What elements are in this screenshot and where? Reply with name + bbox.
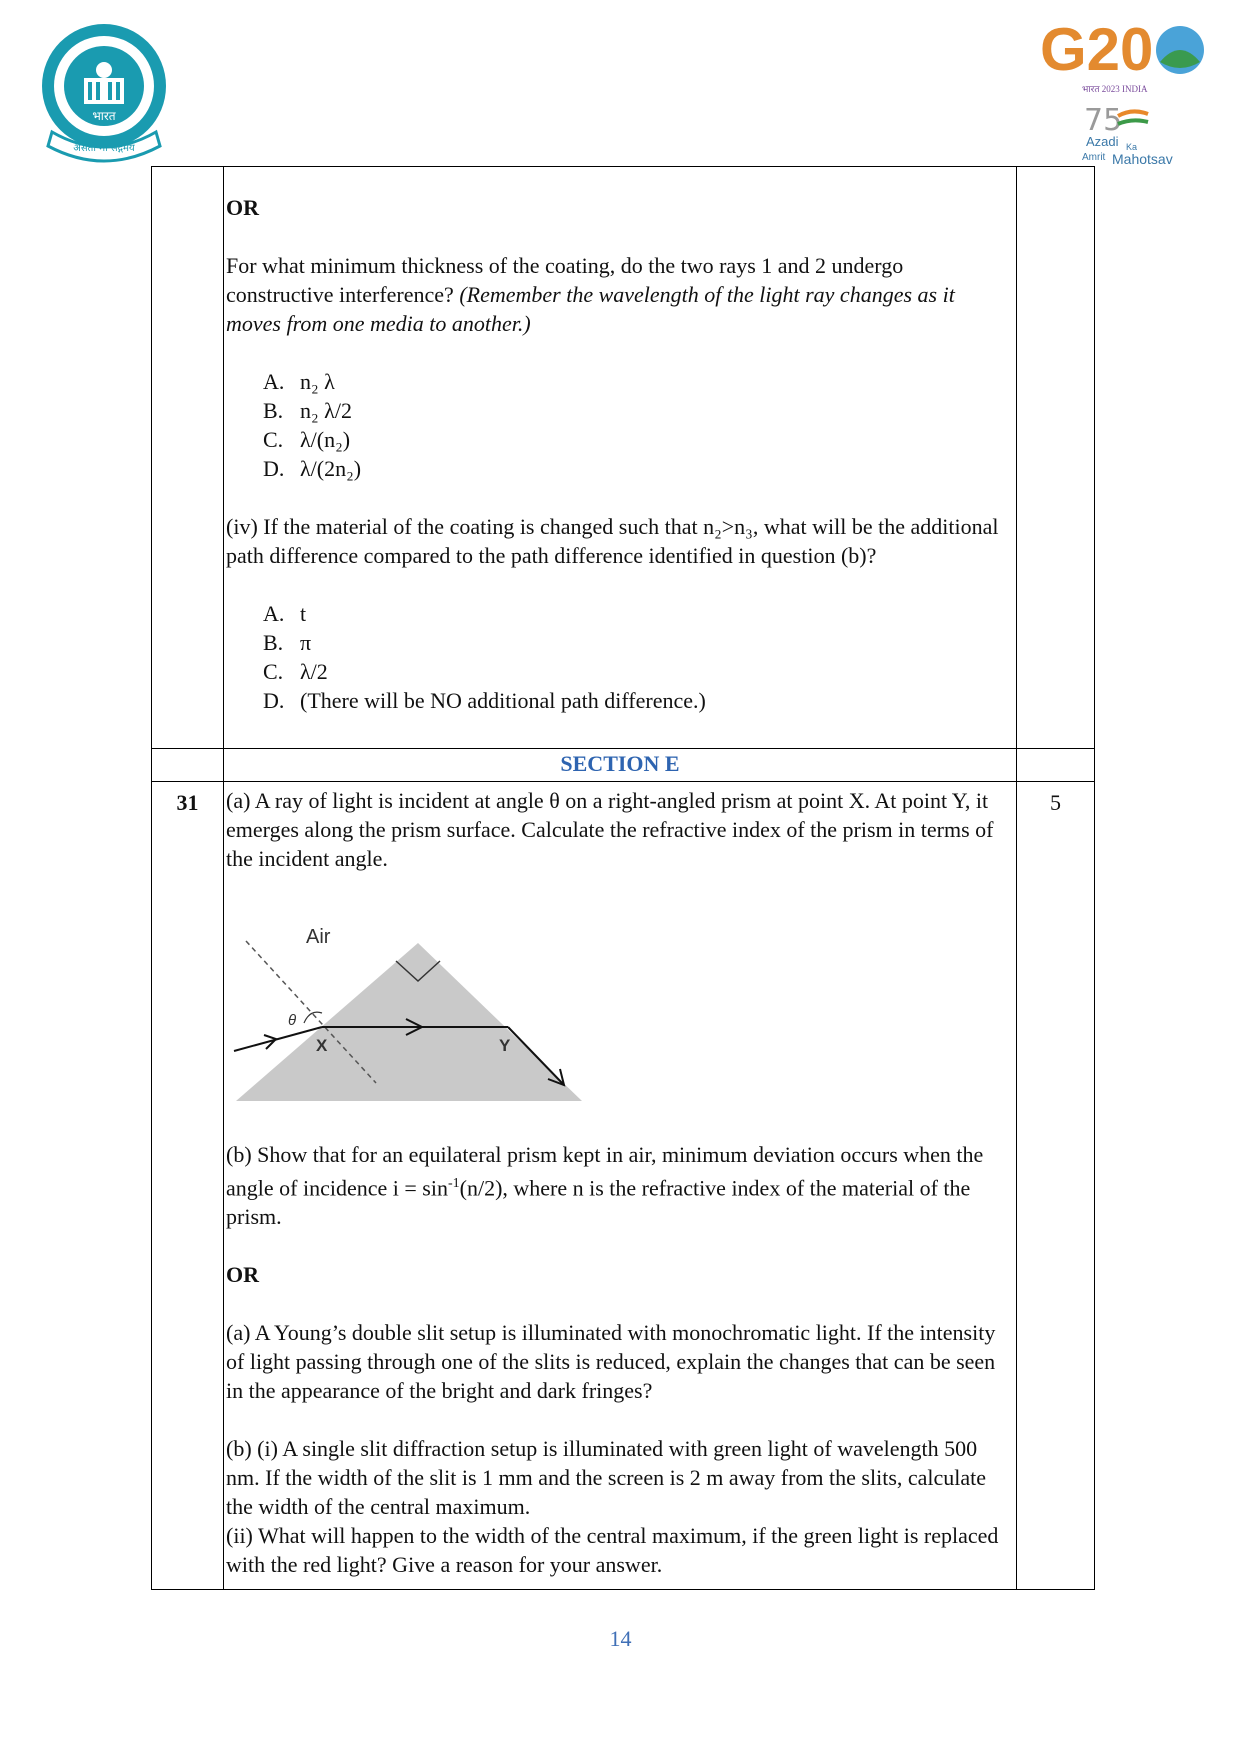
option-c: C. λ/2: [263, 659, 328, 684]
q31-part-a: (a) A ray of light is incident at angle θ on a right-angled prism at point X. At point Y, it emerges along the prism surface. Calculate the refractive index of the prism in terms of the incident angle.: [226, 788, 994, 871]
q30-options-1: [226, 367, 1014, 483]
q30-number-cell: [152, 167, 224, 748]
amrit-ka: Ka: [1126, 142, 1138, 152]
section-e-title: SECTION E: [224, 749, 1017, 781]
q30-part-iv: (iv) If the material of the coating is changed such that n₂>n₃, what will be the additional path difference compared to the path difference identified in question (b)?: [226, 514, 999, 568]
q31-part-b: (b) Show that for an equilateral prism kept in air, minimum deviation occurs when the angle of incidence $i = \sin^{-1}(n/2)$, where n is the refractive index of the material of the prism.: [226, 1142, 984, 1230]
q31-alt-b-ii: (ii) What will happen to the width of the central maximum, if the green light is replaced with the red light? Give a reason for your answer.: [226, 1523, 999, 1578]
option-a: A. t: [263, 601, 307, 626]
q31-marks: 5: [1050, 790, 1061, 815]
air-label: Air: [306, 926, 331, 948]
amrit-number: 75: [1084, 103, 1123, 138]
option-a: A. n₂ λ: [263, 369, 335, 394]
prism-diagram: [226, 901, 596, 1111]
page-number: 14: [609, 1626, 632, 1651]
q30-marks-cell: [1017, 167, 1094, 748]
question-table: [151, 166, 1095, 1590]
option-c: C. λ/(n₂): [263, 427, 351, 452]
amrit-amrit: Amrit: [1082, 152, 1106, 163]
theta-label: θ: [288, 1012, 297, 1029]
g20-logo: [1040, 8, 1210, 170]
q30-options-2: [226, 599, 1014, 715]
q30-content-cell: [224, 167, 1017, 748]
q31-number: 31: [152, 782, 224, 1589]
section-heading-row: [152, 749, 1094, 782]
option-d: D. (There will be NO additional path difference.): [263, 688, 706, 713]
or-label: OR: [226, 195, 259, 220]
q30-question-plain: For what minimum thickness of the coating, do the two rays 1 and 2 undergo constructive interference?: [226, 253, 904, 307]
q31-content-cell: [224, 782, 1017, 1589]
or-label-2: OR: [226, 1262, 259, 1288]
q30-question: [226, 251, 1014, 338]
g20-text: G20: [1040, 16, 1154, 83]
option-b: B. n₂ λ/2: [263, 398, 352, 423]
amrit-azadi: Azadi: [1086, 134, 1119, 149]
q31-alt-b-i: (b) (i) A single slit diffraction setup is illuminated with green light of wavelength 500 nm. If the width of the slit is 1 mm and the screen is 2 m away from the slits, calculate the width of the central maximum.: [226, 1436, 987, 1520]
q30-continuation-row: [152, 167, 1094, 749]
q31-row: [152, 782, 1094, 1589]
y-label: Y: [499, 1036, 511, 1055]
g20-subtitle: भारत 2023 INDIA: [1082, 84, 1148, 94]
q31-alt-a: (a) A Young’s double slit setup is illuminated with monochromatic light. If the intensity of light passing through one of the slits is reduced, explain the changes that can be seen in the appearance of the bright and dark fringes?: [226, 1320, 996, 1404]
logo-lower-text: भारत: [92, 109, 116, 123]
amrit-mahotsav: Mahotsav: [1112, 151, 1173, 167]
logo-motto: असतो मा सद्गमय: [73, 143, 135, 154]
option-b: B. π: [263, 630, 312, 655]
cbse-logo: [38, 20, 170, 168]
x-label: X: [316, 1036, 328, 1055]
option-d: D. λ/(2n₂): [263, 456, 362, 481]
q30-question-italic: (Remember the wavelength of the light ray changes as it moves from one media to another.): [226, 282, 955, 336]
